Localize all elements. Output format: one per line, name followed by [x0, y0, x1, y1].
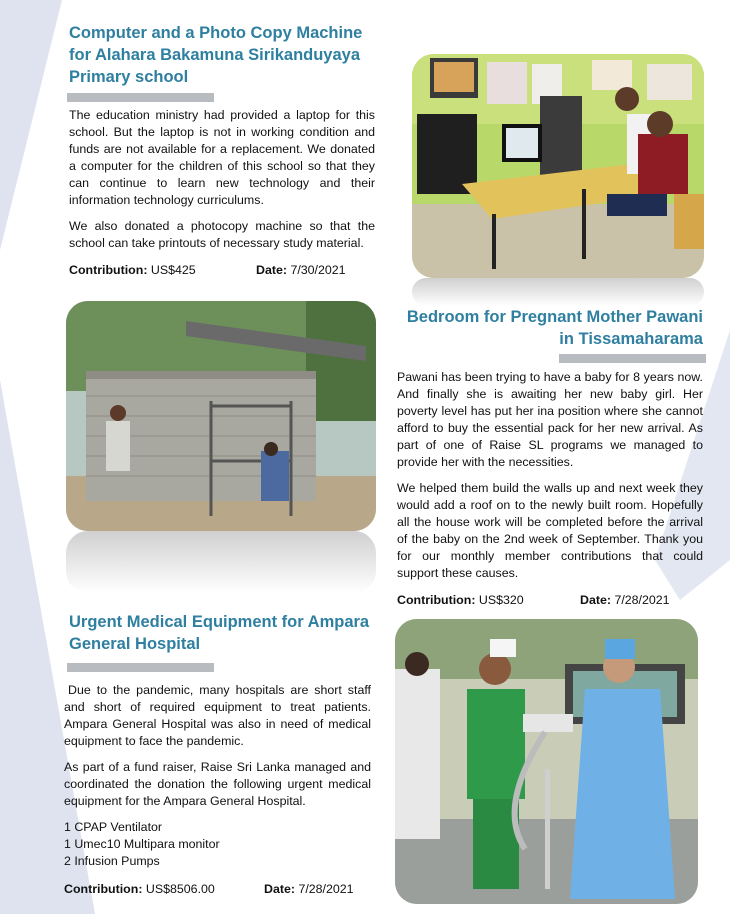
section-title: Bedroom for Pregnant Mother Pawani in Tissamaharama — [406, 308, 703, 348]
section-computer-photocopy — [69, 22, 376, 88]
paragraph: We helped them build the walls up and next week they would add a roof on to the newly built room. Hopefully all the house work will be completed before the arrival of the baby on the 2nd week of September. Thank you for our monthly member contributions that could support these causes. — [397, 481, 703, 580]
section-body — [397, 369, 703, 582]
paragraph: We also donated a photocopy machine so that the school can take printouts of necessary study material. — [69, 219, 375, 250]
list-item: 1 CPAP Ventilator — [64, 820, 163, 834]
title-underline-bar — [67, 663, 214, 672]
photo-reflection — [66, 531, 376, 593]
photo-reflection — [412, 278, 704, 306]
list-item: 1 Umec10 Multipara monitor — [64, 837, 220, 851]
paragraph: Due to the pandemic, many hospitals are short staff and short of required equipment to treat patients. Ampara General Hospital was also in need of medical equipment to face the pandemic. — [64, 683, 371, 748]
section-title: Urgent Medical Equipment for Ampara General Hospital — [69, 613, 370, 653]
section-medical-equipment — [69, 611, 379, 655]
section-body — [64, 682, 371, 870]
date-line: Date: 7/28/2021 — [264, 882, 354, 896]
equipment-list — [64, 819, 371, 870]
paragraph: Pawani has been trying to have a baby for 8 years now. And finally she is awaiting her new baby girl. Her poverty level has put her ina position where she cannot afford to buy the essential pack for her new arrival. As part of one of Raise SL programs we managed to provide her with the necessities. — [397, 370, 703, 469]
date-line: Date: 7/28/2021 — [580, 593, 670, 607]
title-underline-bar — [559, 354, 706, 363]
contribution-line: Contribution: US$425 — [69, 263, 196, 277]
paragraph: As part of a fund raiser, Raise Sri Lanka managed and coordinated the donation the following urgent medical equipment for the Ampara General Hospital. — [64, 760, 371, 808]
section-bedroom-pawani — [396, 306, 703, 350]
construction-photo — [66, 301, 376, 531]
section-title: Computer and a Photo Copy Machine for Alahara Bakamuna Sirikanduyaya Primary school — [69, 24, 363, 86]
section-body — [69, 107, 375, 252]
classroom-computer-photo — [412, 54, 704, 278]
list-item: 2 Infusion Pumps — [64, 854, 160, 868]
date-line: Date: 7/30/2021 — [256, 263, 346, 277]
title-underline-bar — [67, 93, 214, 102]
contribution-line: Contribution: US$320 — [397, 593, 524, 607]
paragraph: The education ministry had provided a laptop for this school. But the laptop is not in working condition and funds are not available for a replacement. We donated a computer for the children of this school so that they can continue to learn new technology and their information technology curriculums. — [69, 108, 375, 207]
hospital-staff-photo — [395, 619, 698, 904]
contribution-line: Contribution: US$8506.00 — [64, 882, 215, 896]
